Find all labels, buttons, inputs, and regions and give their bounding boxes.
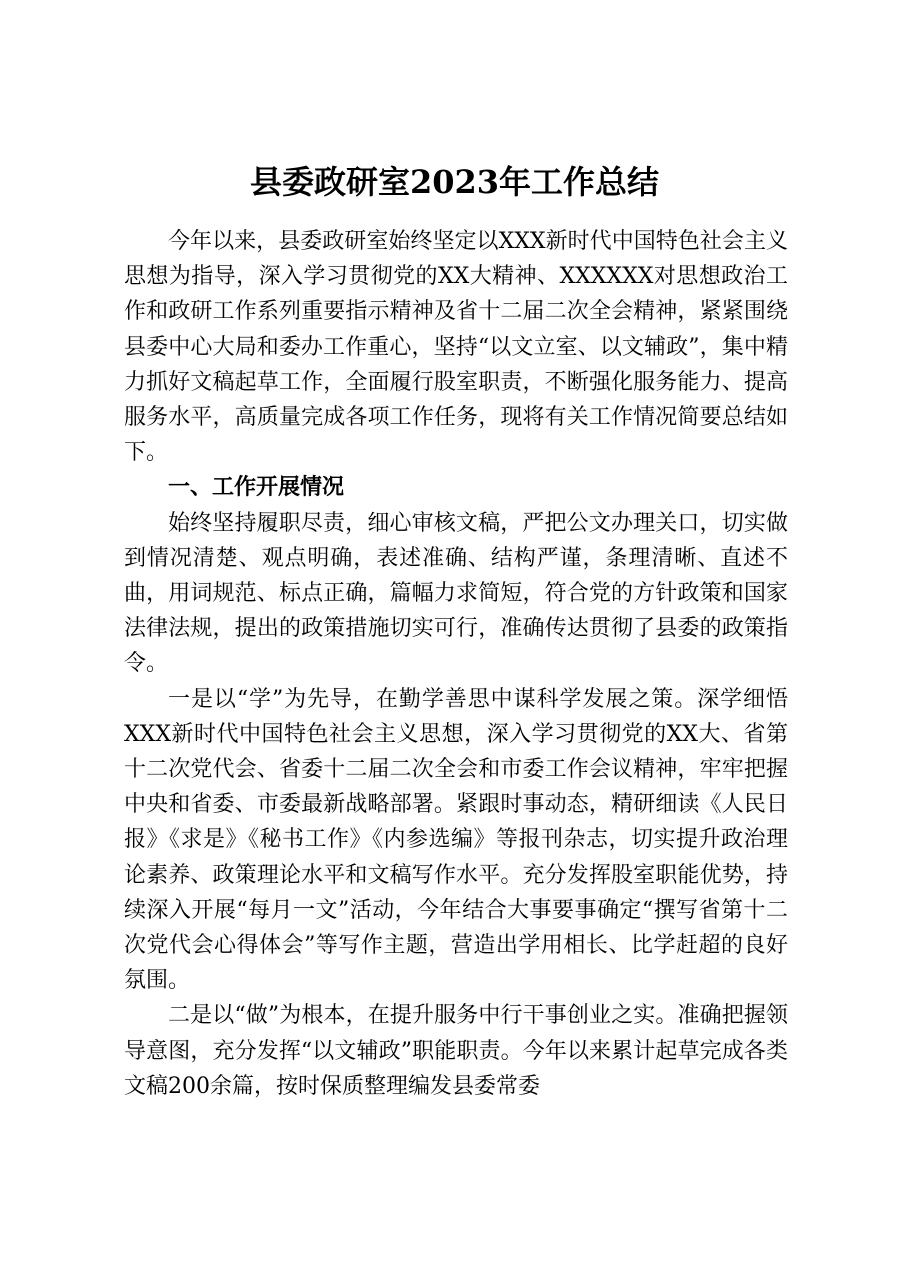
section-heading: 一、工作开展情况 (168, 475, 345, 501)
paragraph-study: 一是以“学”为先导，在勤学善思中谋科学发展之策。深学细悟XXX新时代中国特色社会主义思想，深入学习贯彻党的XX大、省第十二次党代会、省委十二届二次全会和市委工作会议精神，牢牢把握中央和省委、市委最新战略部署。紧跟时事动态，精研细读《人民日报》《求是》《秘书工作》《内参选编》等报刊杂志，切实提升政治理论素养、政策理论水平和文稿写作水平。充分发挥股室职能优势，持续深入开展“每月一文”活动，今年结合大事要事确定“撰写省第十二次党代会心得体会”等写作主题，营造出学用相长、比学赶超的良好氛围。 (124, 686, 788, 994)
paragraph-duty: 始终坚持履职尽责，细心审核文稿，严把公文办理关口，切实做到情况清楚、观点明确，表述准确、结构严谨，条理清晰、直述不曲，用词规范、标点正确，篇幅力求简短，符合党的方针政策和国家法律法规，提出的政策措施切实可行，准确传达贯彻了县委的政策指令。 (124, 510, 788, 677)
paragraph-intro: 今年以来，县委政研室始终坚定以XXX新时代中国特色社会主义思想为指导，深入学习贯彻党的XX大精神、XXXXXX对思想政治工作和政研工作系列重要指示精神及省十二届二次全会精神，紧紧围绕县委中心大局和委办工作重心，坚持“以文立室、以文辅政”，集中精力抓好文稿起草工作，全面履行股室职责，不断强化服务能力、提高服务水平，高质量完成各项工作任务，现将有关工作情况简要总结如下。 (124, 229, 788, 466)
document-title: 县委政研室2023年工作总结 (249, 163, 660, 201)
paragraph-service: 二是以“做”为根本，在提升服务中行干事创业之实。准确把握领导意图，充分发挥“以文辅政”职能职责。今年以来累计起草完成各类文稿200余篇，按时保质整理编发县委常委 (124, 1003, 788, 1099)
document-body (124, 224, 788, 1104)
